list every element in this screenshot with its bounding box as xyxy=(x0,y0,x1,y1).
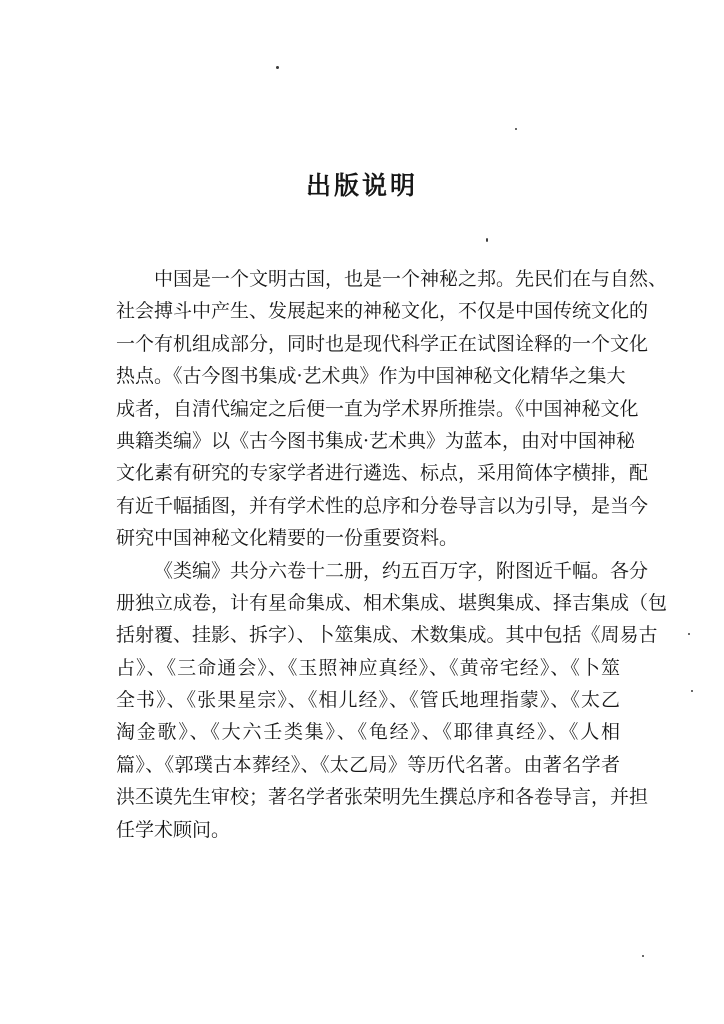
text-line: 占》、《三命通会》、《玉照神应真经》、《黄帝宅经》、《卜筮 xyxy=(116,656,620,679)
paragraph-2 xyxy=(116,555,668,847)
scan-speck xyxy=(642,955,644,957)
text-line: 册独立成卷，计有星命集成、相术集成、堪舆集成、择吉集成（包 xyxy=(116,591,668,614)
text-line: 研究中国神秘文化精要的一份重要资料。 xyxy=(116,527,459,550)
text-line: 典籍类编》以《古今图书集成·艺术典》为蓝本，由对中国神秘 xyxy=(116,429,636,452)
text-line: 任学术顾问。 xyxy=(116,818,231,841)
scan-speck xyxy=(486,238,488,242)
text-line: 热点。《古今图书集成·艺术典》作为中国神秘文化精华之集大 xyxy=(116,365,626,388)
page-title: 出版说明 xyxy=(305,171,418,200)
text-line: 淘金歌》、《大六壬类集》、《龟经》、《耶律真经》、《人相 xyxy=(116,721,620,744)
text-line: 《类编》共分六卷十二册，约五百万字，附图近千幅。各分 xyxy=(154,559,649,582)
scan-speck xyxy=(515,128,517,130)
text-line: 中国是一个文明古国，也是一个神秘之邦。先民们在与自然、 xyxy=(154,268,668,290)
text-line: 有近千幅插图，并有学术性的总序和分卷导言以为引导，是当今 xyxy=(116,494,649,517)
text-line: 文化素有研究的专家学者进行遴选、标点，采用简体字横排，配 xyxy=(116,462,649,485)
text-line: 篇》、《郭璞古本葬经》、《太乙局》等历代名著。由著名学者 xyxy=(116,753,620,776)
scan-speck xyxy=(691,690,693,692)
text-line: 括射覆、挂影、拆字）、卜筮集成、术数集成。其中包括《周易古 xyxy=(116,624,658,647)
text-line: 全书》、《张果星宗》、《相儿经》、《管氏地理指蒙》、《太乙 xyxy=(116,689,620,712)
body-text xyxy=(116,263,668,846)
text-line: 成者，自清代编定之后便一直为学术界所推崇。《中国神秘文化 xyxy=(116,397,639,420)
scan-speck xyxy=(688,633,690,635)
text-line: 一个有机组成部分，同时也是现代科学正在试图诠释的一个文化 xyxy=(116,332,649,355)
text-line: 洪丕谟先生审校；著名学者张荣明先生撰总序和各卷导言，并担 xyxy=(116,786,649,809)
scan-speck xyxy=(276,66,279,69)
text-line: 社会搏斗中产生、发展起来的神秘文化，不仅是中国传统文化的 xyxy=(116,300,649,323)
paragraph-1 xyxy=(116,263,668,555)
